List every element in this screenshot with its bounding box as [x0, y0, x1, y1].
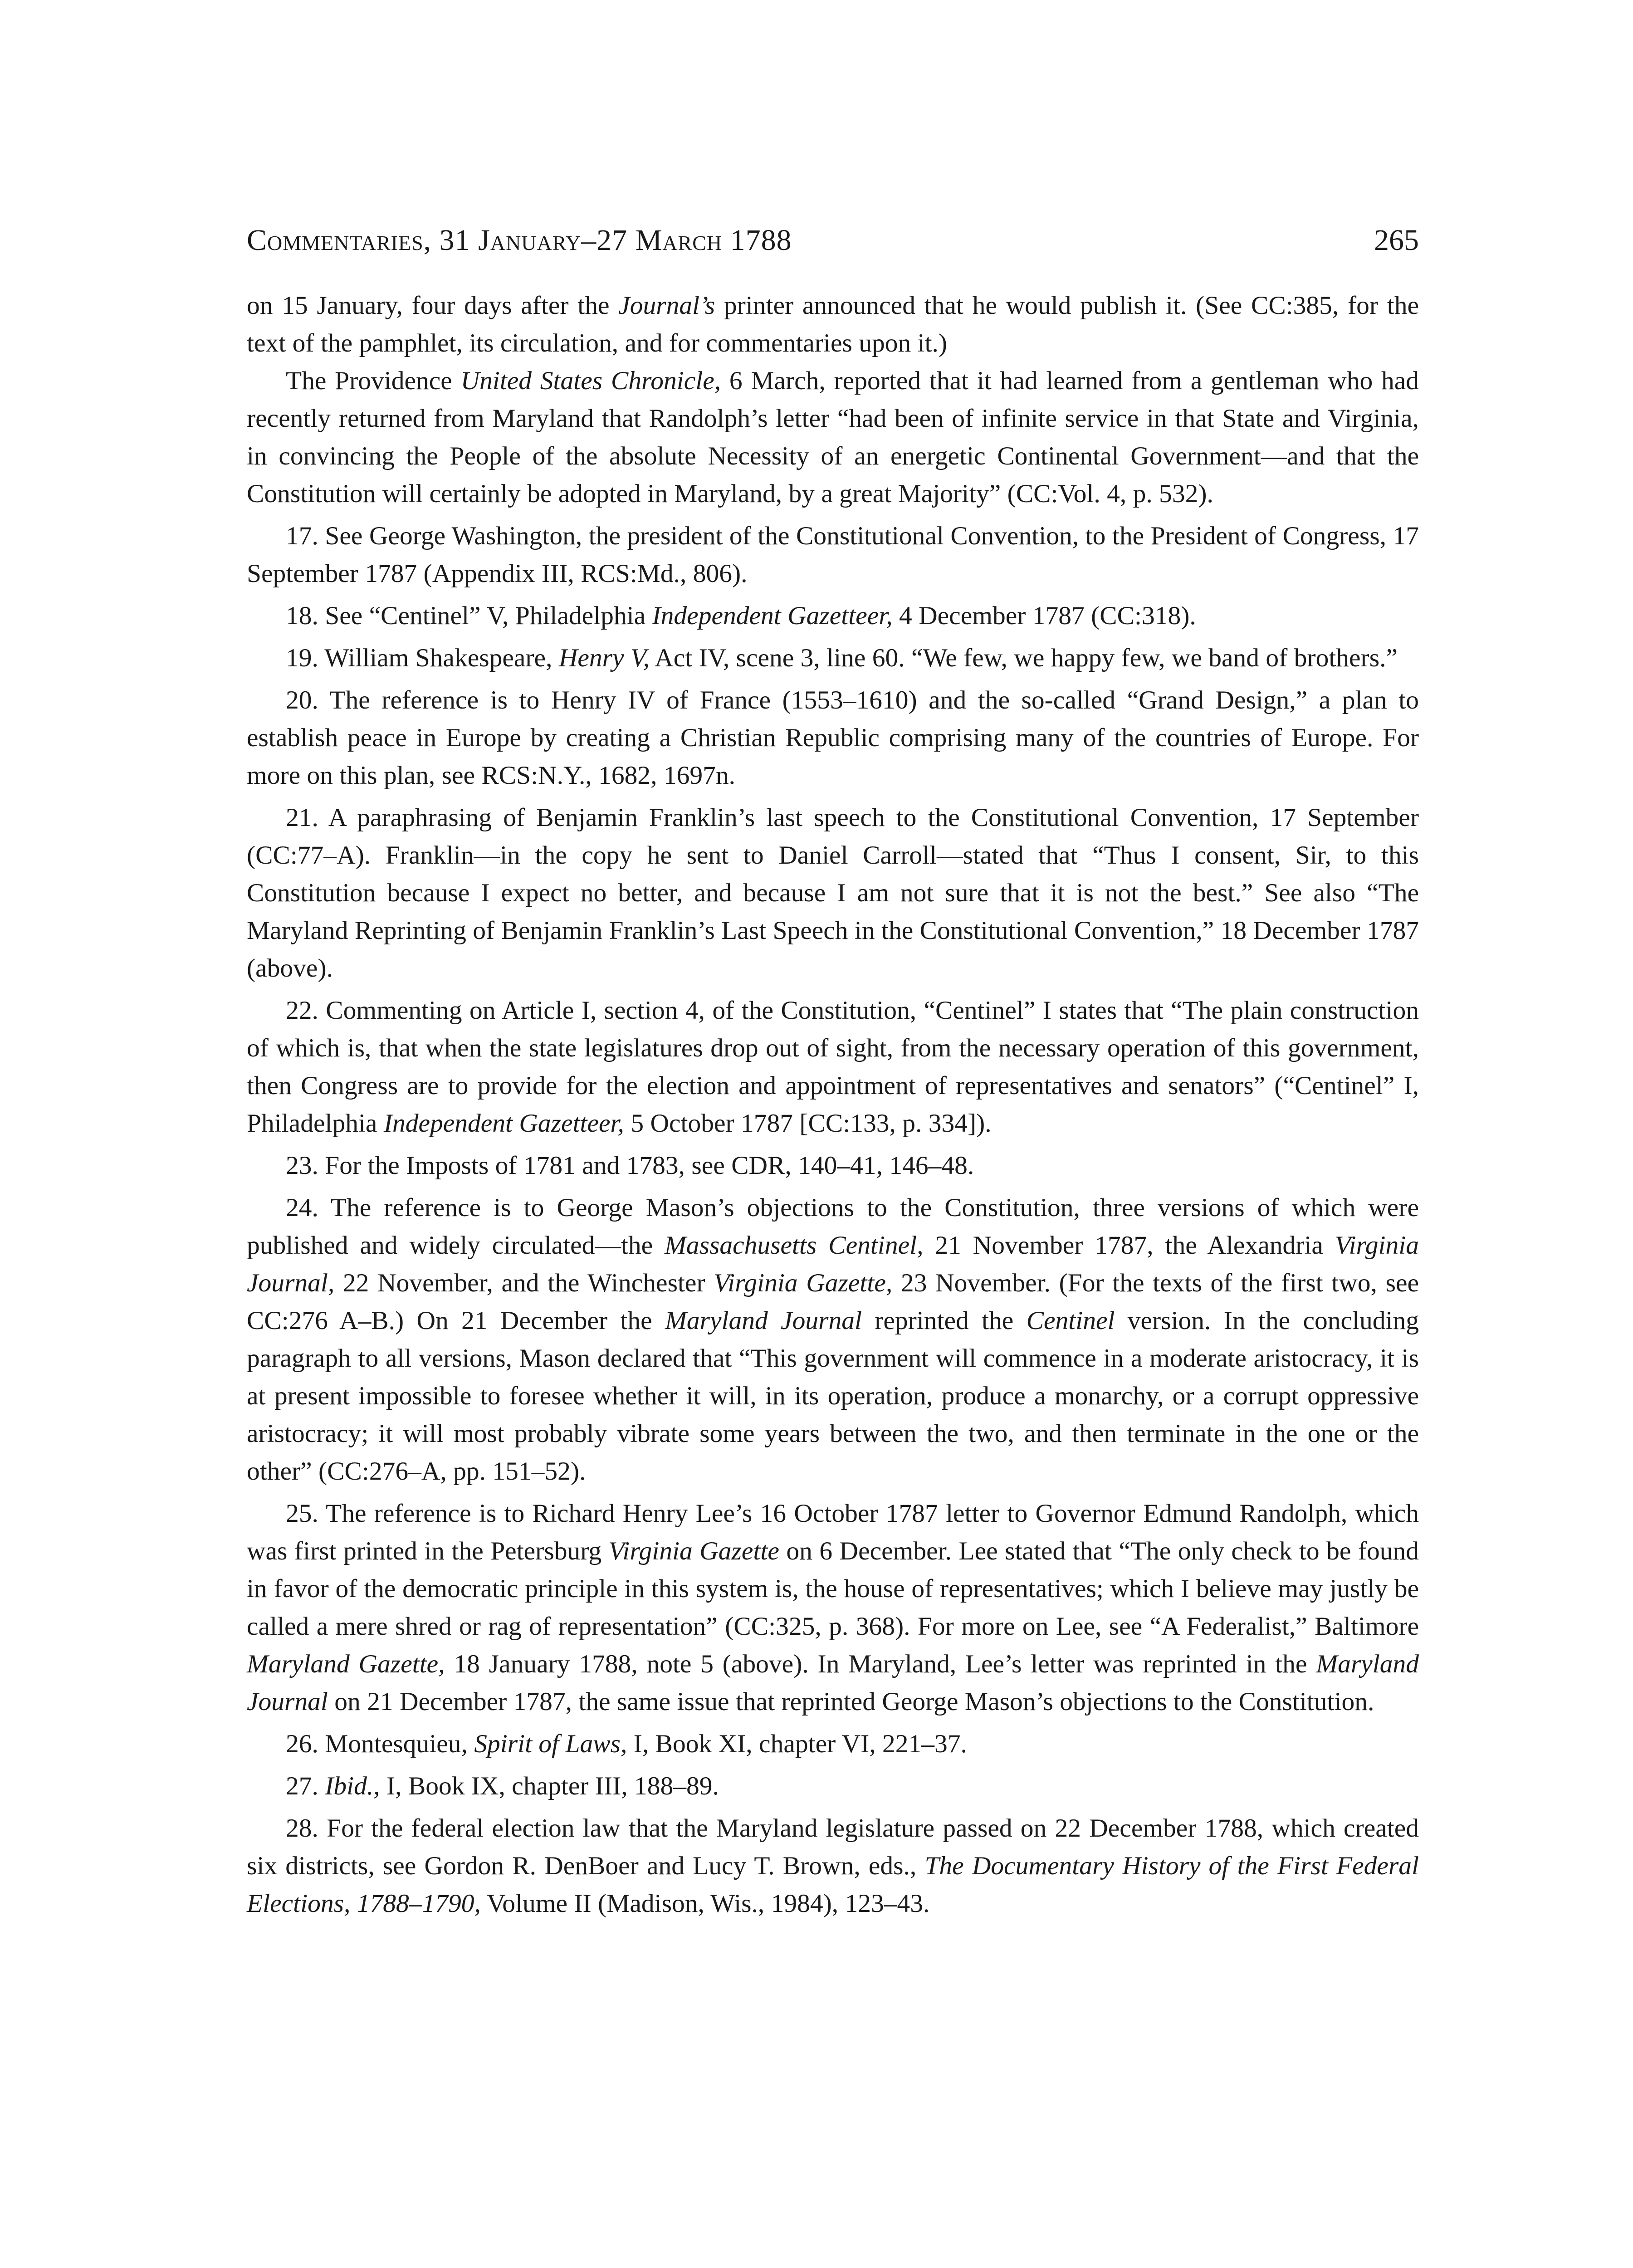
running-head-title: Commentaries, 31 January–27 March 1788 [247, 224, 792, 257]
footnote-27: 27. Ibid., I, Book IX, chapter III, 188–89. [286, 1772, 719, 1800]
footnote-18: 18. See “Centinel” V, Philadelphia Independent Gazetteer, 4 December 1787 (CC:318). [286, 601, 1196, 630]
page-number: 265 [1374, 224, 1419, 257]
footnote-25: 25. The reference is to Richard Henry Lee’s 16 October 1787 letter to Governor Edmund Randolph, which was first printed in the Petersburg Virginia Gazette on 6 December. Lee stated that “The only check to be found in favor of the democratic principle in this system is, the house of representatives; which I believe may justly be called a mere shred or rag of representation” (CC:325, p. 368). For more on Lee, see “A Federalist,” Baltimore Maryland Gazette, 18 January 1788, note 5 (above). In Maryland, Lee’s letter was reprinted in the Maryland Journal on 21 December 1787, the same issue that reprinted George Mason’s objections to the Constitution. [247, 1499, 1419, 1716]
body-text [247, 287, 1419, 1922]
footnote-26: 26. Montesquieu, Spirit of Laws, I, Book XI, chapter VI, 221–37. [286, 1730, 967, 1758]
footnote-21: 21. A paraphrasing of Benjamin Franklin’s last speech to the Constitutional Convention, 17 September (CC:77–A). Franklin—in the copy he sent to Daniel Carroll—stated that “Thus I consent, Sir, to this Constitution because I expect no better, and because I am not sure that it is not the best.” See also “The Maryland Reprinting of Benjamin Franklin’s Last Speech in the Constitutional Convention,” 18 December 1787 (above). [247, 803, 1419, 982]
footnote-17: 17. See George Washington, the president of the Constitutional Convention, to the President of Congress, 17 September 1787 (Appendix III, RCS:Md., 806). [247, 522, 1419, 588]
footnote-24: 24. The reference is to George Mason’s objections to the Constitution, three versions of which were published and widely circulated—the Massachusetts Centinel, 21 November 1787, the Alexandria Virginia Journal, 22 November, and the Winchester Virginia Gazette, 23 November. (For the texts of the first two, see CC:276 A–B.) On 21 December the Maryland Journal reprinted the Centinel version. In the concluding paragraph to all versions, Mason declared that “This government will commence in a moderate aristocracy, it is at present impossible to foresee whether it will, in its operation, produce a monarchy, or a corrupt oppressive aristocracy; it will most probably vibrate some years between the two, and then terminate in the one or the other” (CC:276–A, pp. 151–52). [247, 1193, 1419, 1486]
running-head [247, 222, 1419, 259]
paragraph-continuation: on 15 January, four days after the Journal’s printer announced that he would publish it. (See CC:385, for the text of the pamphlet, its circulation, and for commentaries upon it.) [247, 291, 1419, 357]
footnote-19: 19. William Shakespeare, Henry V, Act IV, scene 3, line 60. “We few, we happy few, we band of brothers.” [286, 644, 1398, 672]
footnote-22: 22. Commenting on Article I, section 4, of the Constitution, “Centinel” I states that “The plain construction of which is, that when the state legislatures drop out of sight, from the necessary operation of this government, then Congress are to provide for the election and appointment of representatives and senators” (“Centinel” I, Philadelphia Independent Gazetteer, 5 October 1787 [CC:133, p. 334]). [247, 996, 1419, 1138]
footnote-20: 20. The reference is to Henry IV of France (1553–1610) and the so-called “Grand Design,” a plan to establish peace in Europe by creating a Christian Republic comprising many of the countries of Europe. For more on this plan, see RCS:N.Y., 1682, 1697n. [247, 686, 1419, 790]
page [247, 222, 1419, 1922]
footnote-28: 28. For the federal election law that the Maryland legislature passed on 22 December 1788, which created six districts, see Gordon R. DenBoer and Lucy T. Brown, eds., The Documentary History of the First Federal Elections, 1788–1790, Volume II (Madison, Wis., 1984), 123–43. [247, 1814, 1419, 1918]
footnote-23: 23. For the Imposts of 1781 and 1783, see CDR, 140–41, 146–48. [286, 1151, 974, 1180]
paragraph-providence: The Providence United States Chronicle, 6 March, reported that it had learned from a gentleman who had recently returned from Maryland that Randolph’s letter “had been of infinite service in that State and Virginia, in convincing the People of the absolute Necessity of an energetic Continental Government—and that the Constitution will certainly be adopted in Maryland, by a great Majority” (CC:Vol. 4, p. 532). [247, 367, 1419, 508]
